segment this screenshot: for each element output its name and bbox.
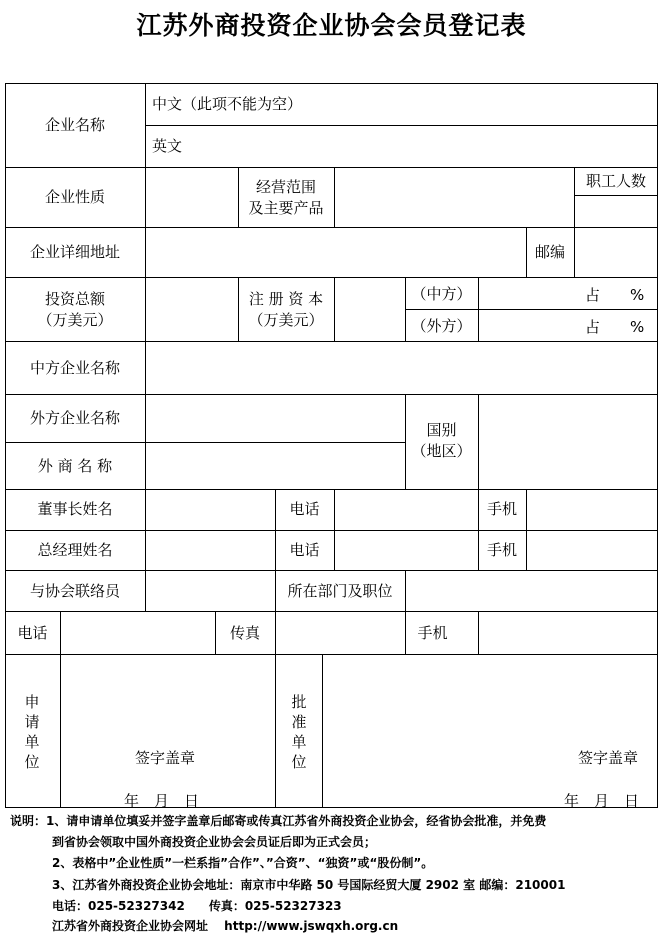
- contact-label: 与协会联络员: [29, 582, 120, 600]
- fax-label: 传真: [229, 624, 260, 642]
- investment-label: 投资总额: [44, 290, 105, 308]
- row-divider: [5, 654, 658, 655]
- chinese-name-label: 中文（此项不能为空）: [152, 95, 303, 113]
- applicant-signature-label: 签字盖章: [135, 749, 196, 767]
- business-scope-label-2: 及主要产品: [248, 199, 324, 217]
- form-title: 江苏外商投资企业协会会员登记表: [136, 11, 527, 40]
- gm-mobile-label: 手机: [486, 541, 517, 559]
- business-scope-label: 经营范围: [255, 178, 316, 196]
- row-divider: [5, 394, 658, 395]
- col-divider: [526, 489, 527, 570]
- address-label: 企业详细地址: [29, 243, 120, 261]
- col-divider: [574, 227, 575, 277]
- foreign-company-label: 外方企业名称: [29, 409, 120, 427]
- col-divider: [322, 654, 323, 808]
- applicant-label: 申请单位: [24, 693, 40, 771]
- gm-label: 总经理姓名: [37, 541, 113, 559]
- postcode-label: 邮编: [534, 243, 565, 261]
- approver-date-label: 年 月 日: [564, 792, 640, 810]
- employees-label: 职工人数: [585, 172, 646, 190]
- mobile-label: 手机: [417, 624, 448, 642]
- foreign-investor-label: 外 商 名 称: [37, 457, 113, 475]
- row-divider: [5, 611, 658, 612]
- phone-label: 电话: [17, 624, 48, 642]
- chairman-phone-label: 电话: [289, 500, 320, 518]
- col-divider: [405, 570, 406, 611]
- row-divider: [5, 277, 658, 278]
- approver-signature-label: 签字盖章: [578, 749, 639, 767]
- note-line: 电话：025-52327342 传真：025-52327323: [52, 899, 342, 913]
- col-divider: [478, 277, 479, 341]
- note-line: 2、表格中”企业性质”一栏系指”合作”、”合资”、“独资”或“股份制”。: [52, 856, 434, 870]
- row-divider: [5, 341, 658, 342]
- registered-capital-label: 注 册 资 本: [248, 290, 324, 308]
- chairman-label: 董事长姓名: [37, 500, 113, 518]
- col-divider: [334, 489, 335, 570]
- row-divider: [5, 530, 658, 531]
- col-divider: [145, 167, 146, 611]
- col-divider: [478, 611, 479, 654]
- col-divider: [60, 611, 61, 654]
- row-divider: [5, 227, 658, 228]
- foreign-side-label: （外方）: [411, 317, 472, 335]
- row-divider: [145, 125, 658, 126]
- region-label: （地区）: [411, 442, 472, 460]
- country-label: 国别: [426, 421, 457, 439]
- col-divider: [60, 654, 61, 808]
- note-line: 3、江苏省外商投资企业协会地址：南京市中华路 50 号国际经贸大厦 2902 室 邮编：210001: [52, 878, 566, 892]
- row-divider: [574, 195, 658, 196]
- investment-unit-label: （万美元）: [37, 311, 113, 329]
- col-divider: [275, 654, 276, 808]
- approver-label: 批准单位: [291, 693, 307, 771]
- note-line: 到省协会领取中国外商投资企业协会会员证后即为正式会员；: [52, 835, 377, 849]
- company-name-label: 企业名称: [44, 116, 105, 134]
- department-label: 所在部门及职位: [287, 582, 393, 600]
- registered-capital-unit-label: （万美元）: [248, 311, 324, 329]
- col-divider: [334, 277, 335, 341]
- chinese-share-label: 占 %: [585, 286, 645, 304]
- note-line: 说明：1、请申请单位填妥并签字盖章后邮寄或传真江苏省外商投资企业协会，经省协会批准，并免费: [10, 814, 547, 828]
- gm-phone-label: 电话: [289, 541, 320, 559]
- col-divider: [275, 611, 276, 654]
- row-divider: [5, 570, 658, 571]
- chinese-side-label: （中方）: [411, 285, 472, 303]
- english-name-label: 英文: [152, 137, 183, 155]
- row-divider: [405, 309, 658, 310]
- row-divider: [5, 167, 658, 168]
- row-divider: [5, 489, 658, 490]
- company-nature-label: 企业性质: [44, 188, 105, 206]
- website-line: 江苏省外商投资企业协会网址 http://www.jswqxh.org.cn: [52, 919, 399, 933]
- foreign-share-label: 占 %: [585, 318, 645, 336]
- row-divider: [5, 442, 406, 443]
- chairman-mobile-label: 手机: [486, 500, 517, 518]
- chinese-company-label: 中方企业名称: [29, 359, 120, 377]
- applicant-date-label: 年 月 日: [124, 792, 200, 810]
- col-divider: [145, 83, 146, 179]
- col-divider: [478, 394, 479, 489]
- col-divider: [334, 167, 335, 227]
